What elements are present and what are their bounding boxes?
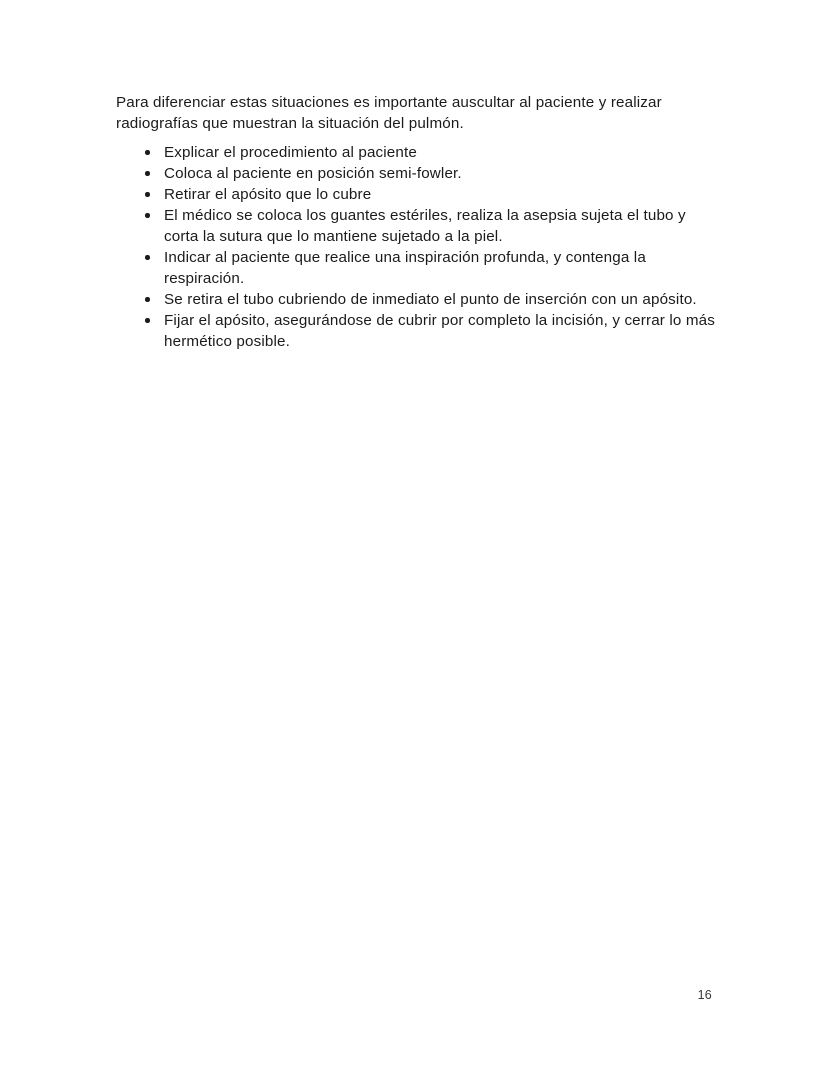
list-item-text: Retirar el apósito que lo cubre <box>164 186 372 203</box>
list-item-text: El médico se coloca los guantes estériles, realiza la asepsia sujeta el tubo y corta la sutura que lo mantiene sujetado a la piel. <box>164 207 686 245</box>
list-item-text: Fijar el apósito, asegurándose de cubrir por completo la incisión, y cerrar lo más hermético posible. <box>164 312 716 350</box>
list-item <box>143 163 716 184</box>
list-item <box>143 310 716 352</box>
bullet-point-icon <box>145 255 150 260</box>
list-item-text: Explicar el procedimiento al paciente <box>164 144 417 161</box>
list-item <box>143 247 716 289</box>
bullet-point-icon <box>145 297 150 302</box>
bullet-point-icon <box>145 192 150 197</box>
list-item <box>143 142 716 163</box>
bullet-point-icon <box>145 318 150 323</box>
page-content <box>116 92 716 352</box>
list-item-text: Se retira el tubo cubriendo de inmediato el punto de inserción con un apósito. <box>164 291 697 308</box>
intro-paragraph: Para diferenciar estas situaciones es importante auscultar al paciente y realizar radiografías que muestran la situación del pulmón. <box>116 94 662 132</box>
list-item-text: Coloca al paciente en posición semi-fowler. <box>164 165 462 182</box>
page-number: 16 <box>697 988 712 1002</box>
list-item <box>143 184 716 205</box>
bullet-point-icon <box>145 213 150 218</box>
bullet-point-icon <box>145 150 150 155</box>
list-item <box>143 205 716 247</box>
procedure-bullet-list <box>143 142 716 352</box>
list-item <box>143 289 716 310</box>
bullet-point-icon <box>145 171 150 176</box>
list-item-text: Indicar al paciente que realice una inspiración profunda, y contenga la respiración. <box>164 249 646 287</box>
